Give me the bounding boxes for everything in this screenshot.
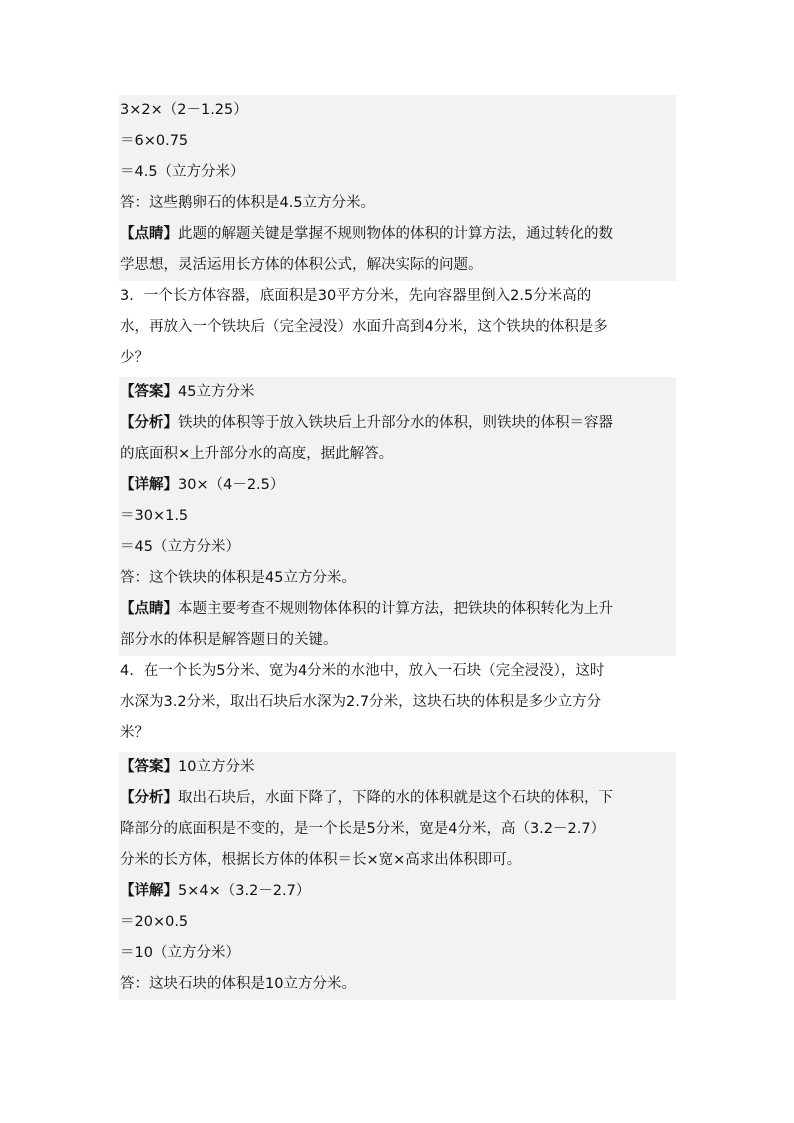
calc-line: 3×2×（2－1.25） [119,95,676,126]
answer-tag: 【答案】 [120,384,178,400]
calc-line: ＝6×0.75 [119,126,676,157]
comment-line: 学思想，灵活运用长方体的体积公式，解决实际的问题。 [119,250,676,281]
analysis-line: 的底面积×上升部分水的高度，据此解答。 [119,439,676,470]
analysis-text: 铁块的体积等于放入铁块后上升部分水的体积，则铁块的体积＝容器 [178,415,613,431]
calc-line: ＝20×0.5 [119,907,676,938]
question-3-line: 少？ [120,350,149,366]
answer-text: 10立方分米 [178,759,255,775]
analysis-line: 分米的长方体，根据长方体的体积＝长×宽×高求出体积即可。 [119,845,676,876]
comment-text: 此题的解题关键是掌握不规则物体的体积的计算方法，通过转化的数 [178,226,613,242]
answer-tag: 【答案】 [120,759,178,775]
detail-tag: 【详解】 [120,477,178,493]
question-3-line: 水，再放入一个铁块后（完全浸没）水面升高到4分米，这个铁块的体积是多 [120,319,608,335]
detail-text: 5×4×（3.2－2.7） [178,883,311,899]
answer-text: 45立方分米 [178,384,255,400]
answer-statement: 答：这块石块的体积是10立方分米。 [119,969,676,1000]
detail-line [119,470,676,501]
detail-line [119,876,676,907]
question-4-line: 米？ [120,725,149,741]
analysis-line [119,408,676,439]
comment-line [119,594,676,625]
question-4-line: 水深为3.2分米，取出石块后水深为2.7分米，这块石块的体积是多少立方分 [120,694,602,710]
comment-tag: 【点睛】 [120,601,178,617]
comment-tag: 【点睛】 [120,226,178,242]
comment-text: 本题主要考查不规则物体体积的计算方法，把铁块的体积转化为上升 [178,601,613,617]
analysis-line: 降部分的底面积是不变的，是一个长是5分米，宽是4分米，高（3.2－2.7） [119,814,676,845]
calc-line: ＝30×1.5 [119,501,676,532]
document-page [119,95,676,1000]
comment-line [119,219,676,250]
analysis-tag: 【分析】 [120,790,178,806]
answer-statement: 答：这些鹅卵石的体积是4.5立方分米。 [119,188,676,219]
answer-statement: 答：这个铁块的体积是45立方分米。 [119,563,676,594]
detail-tag: 【详解】 [120,883,178,899]
detail-text: 30×（4－2.5） [178,477,285,493]
calc-line: ＝10（立方分米） [119,938,676,969]
analysis-line [119,783,676,814]
answer-line [119,752,676,783]
comment-line: 部分水的体积是解答题日的关键。 [119,625,676,656]
analysis-text: 取出石块后，水面下降了，下降的水的体积就是这个石块的体积，下 [178,790,613,806]
calc-line: ＝4.5（立方分米） [119,157,676,188]
calc-line: ＝45（立方分米） [119,532,676,563]
analysis-tag: 【分析】 [120,415,178,431]
question-4-line: 4．在一个长为5分米、宽为4分米的水池中，放入一石块（完全浸没），这时 [120,663,605,679]
question-3-line: 3．一个长方体容器，底面积是30平方分米，先向容器里倒入2.5分米高的 [120,288,592,304]
answer-line [119,377,676,408]
